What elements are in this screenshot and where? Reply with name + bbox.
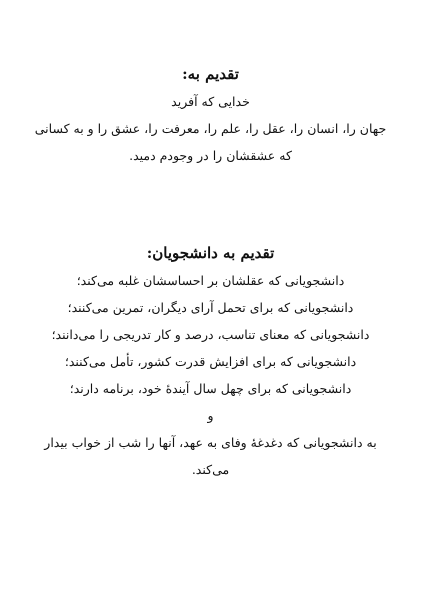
students-dedication-line: دانشجویانی که برای افزایش قدرت کشور، تأمل می‌کنند؛ (64, 354, 357, 369)
students-dedication-line: دانشجویانی که برای تحمل آرای دیگران، تمرین می‌کنند؛ (67, 300, 354, 315)
dedication-line: خدایی که آفرید (171, 94, 250, 109)
students-dedication-line: دانشجویانی که معنای تناسب، درصد و کار تدریجی را می‌دانند؛ (51, 327, 370, 342)
students-dedication-heading: تقدیم به دانشجویان: (146, 244, 275, 262)
students-dedication-line: می‌کند. (191, 462, 230, 477)
conjunction-line: و (207, 408, 214, 423)
dedication-heading: تقدیم به: (182, 65, 239, 83)
students-dedication-line: دانشجویانی که برای چهل سال آیندهٔ خود، برنامه دارند؛ (69, 381, 352, 396)
students-dedication-line: به دانشجویانی که دغدغهٔ وفای به عهد، آنها را شب از خواب بیدار (44, 435, 377, 450)
students-dedication-line: دانشجویانی که عقلشان بر احساسشان غلبه می‌کند؛ (76, 273, 345, 288)
dedication-line: جهان را، انسان را، عقل را، علم را، معرفت را، عشق را و به کسانی (34, 121, 387, 136)
dedication-line: که عشقشان را در وجودم دمید. (129, 148, 292, 163)
